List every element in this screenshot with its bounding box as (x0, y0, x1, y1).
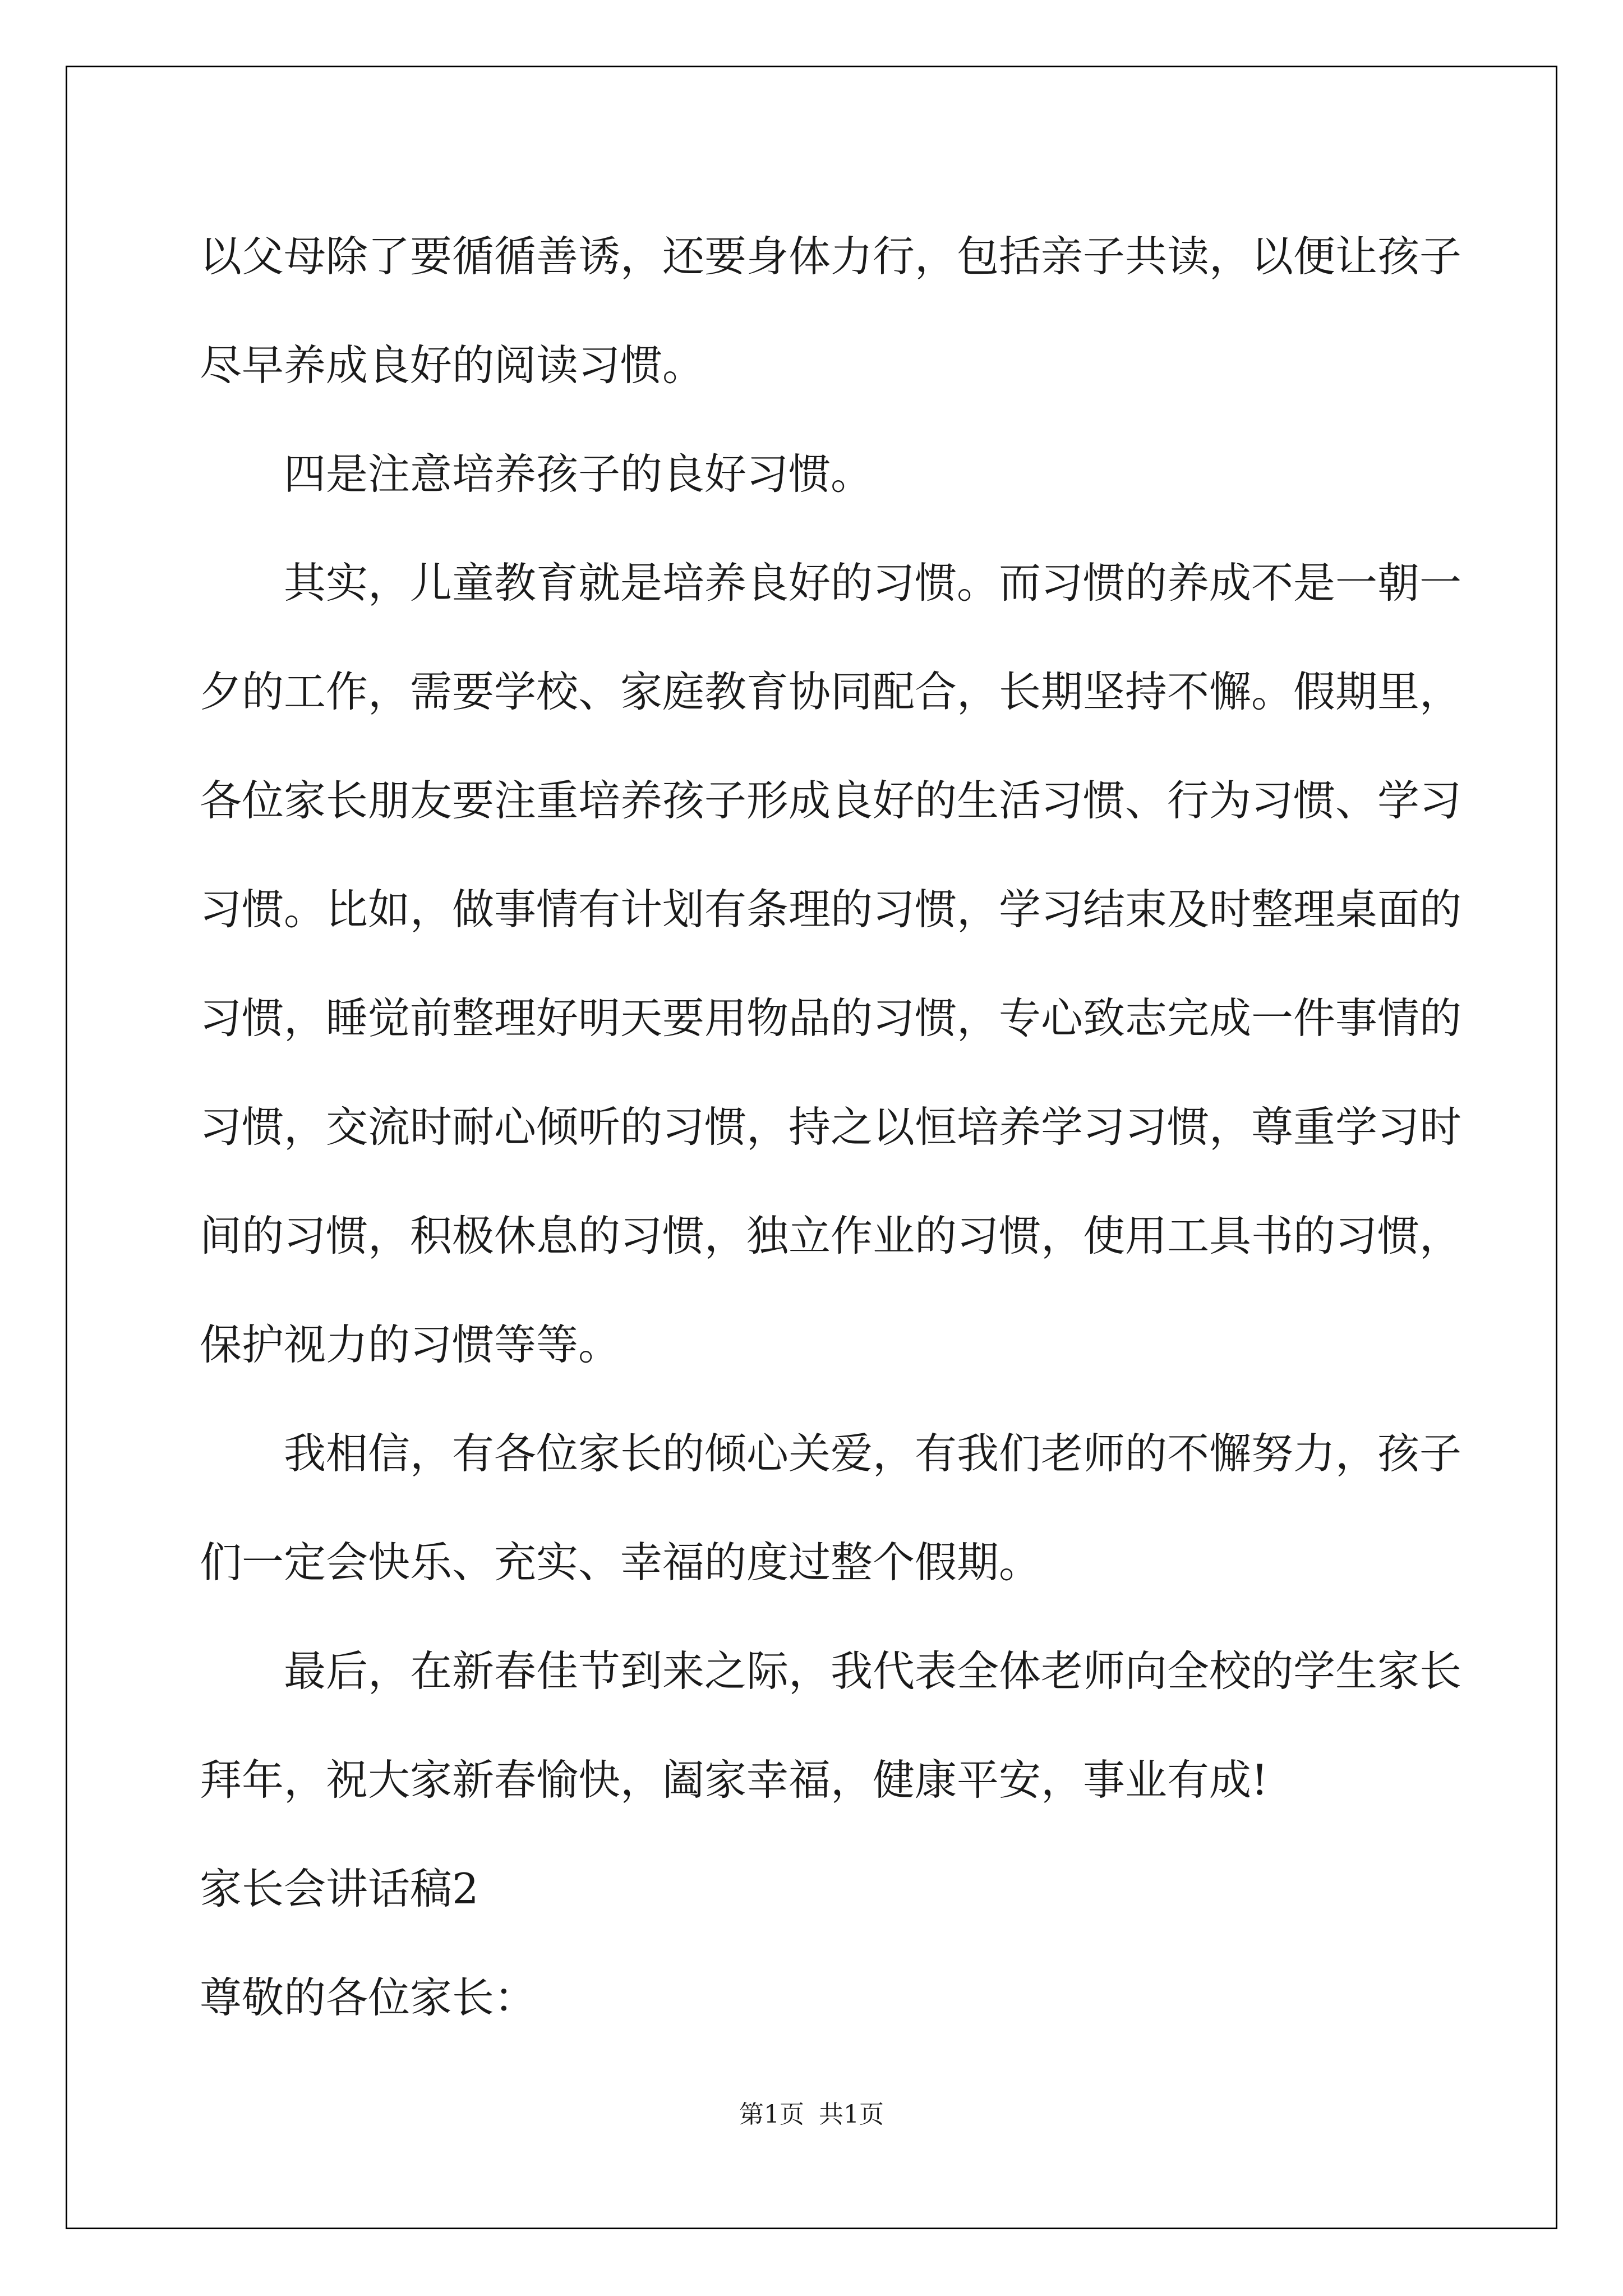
page-footer (0, 2098, 1623, 2132)
salutation: 尊敬的各位家长： (200, 1973, 537, 2022)
text-line: 们一定会快乐、充实、幸福的度过整个假期。 (200, 1538, 1041, 1587)
paragraph-4 (200, 1399, 1462, 1617)
text-line: 习惯。比如，做事情有计划有条理的习惯，学习结束及时整理桌面的 (200, 885, 1462, 934)
paragraph-1 (200, 202, 1462, 420)
text-line: 最后，在新春佳节到来之际，我代表全体老师向全校的学生家长 (284, 1646, 1462, 1696)
text-line: 习惯，睡觉前整理好明天要用物品的习惯，专心致志完成一件事情的 (200, 993, 1462, 1043)
text-line: 习惯，交流时耐心倾听的习惯，持之以恒培养学习习惯，尊重学习时 (200, 1102, 1462, 1152)
text-line: 间的习惯，积极休息的习惯，独立作业的习惯，使用工具书的习惯， (200, 1211, 1462, 1260)
text-line: 拜年，祝大家新春愉快，阖家幸福，健康平安，事业有成! (200, 1755, 1269, 1805)
text-line: 保护视力的习惯等等。 (200, 1320, 621, 1369)
paragraph-3 (200, 528, 1462, 1399)
document-body (200, 202, 1462, 2052)
text-line: 以父母除了要循循善诱，还要身体力行，包括亲子共读，以便让孩子 (200, 232, 1462, 281)
paragraph-2: 四是注意培养孩子的良好习惯。 (284, 449, 873, 499)
text-line: 各位家长朋友要注重培养孩子形成良好的生活习惯、行为习惯、学习 (200, 776, 1462, 825)
section-heading: 家长会讲话稿2 (200, 1864, 479, 1913)
page-total: 共1页 (819, 2100, 884, 2129)
text-line: 其实，儿童教育就是培养良好的习惯。而习惯的养成不是一朝一 (284, 558, 1462, 608)
paragraph-5 (200, 1617, 1462, 1834)
page-number: 第1页 (739, 2100, 804, 2129)
text-line: 尽早养成良好的阅读习惯。 (200, 341, 705, 390)
text-line: 我相信，有各位家长的倾心关爱，有我们老师的不懈努力，孩子 (284, 1429, 1462, 1478)
text-line: 夕的工作，需要学校、家庭教育协同配合，长期坚持不懈。假期里， (200, 667, 1462, 716)
